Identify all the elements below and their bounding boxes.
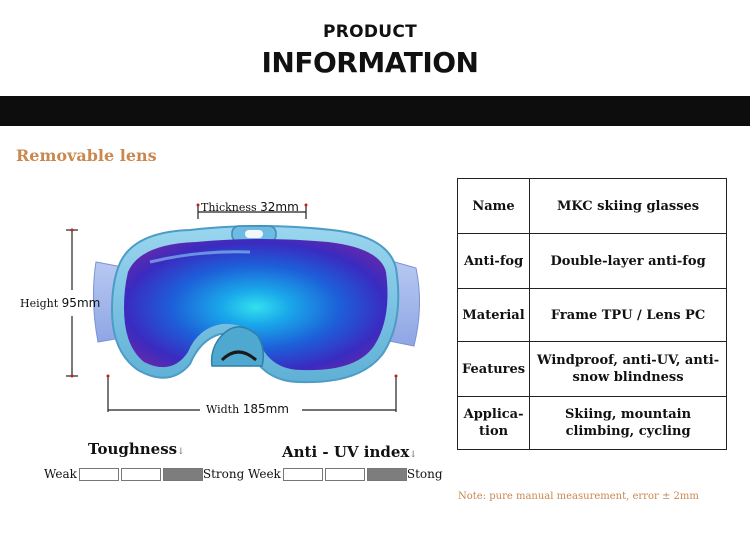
uv-segment <box>283 468 323 481</box>
uv-low-label: Week <box>248 467 281 481</box>
down-arrow-icon: ↓ <box>409 450 417 460</box>
spec-value: Windproof, anti-UV, anti-snow blindness <box>530 342 727 397</box>
table-row <box>458 234 727 289</box>
uv-index-scale <box>248 467 443 481</box>
header-product: PRODUCT <box>322 22 418 42</box>
toughness-low-label: Weak <box>44 467 77 481</box>
section-title: Removable lens <box>16 146 157 165</box>
height-value: 95mm <box>61 296 101 310</box>
spec-value: Skiing, mountain climbing, cycling <box>530 397 727 450</box>
toughness-segment <box>163 468 203 481</box>
toughness-segment <box>79 468 119 481</box>
uv-segment <box>325 468 365 481</box>
width-label-text: Width <box>206 403 240 416</box>
width-value: 185mm <box>242 402 289 416</box>
thickness-label-text: Thickness <box>201 201 257 214</box>
measurement-note: Note: pure manual measurement, error ± 2mm <box>458 491 699 502</box>
width-label <box>206 402 289 416</box>
uv-index-title <box>282 443 417 461</box>
toughness-title-text: Toughness <box>88 440 178 458</box>
toughness-title <box>88 440 185 458</box>
spec-key: Features <box>458 342 530 397</box>
table-row <box>458 342 727 397</box>
spec-value: MKC skiing glasses <box>530 179 727 234</box>
thickness-value: 32mm <box>260 200 299 214</box>
height-label-text: Height <box>20 297 59 310</box>
down-arrow-icon: ↓ <box>177 447 185 457</box>
toughness-segment <box>121 468 161 481</box>
thickness-label <box>201 200 299 214</box>
toughness-high-label: Strong <box>202 467 245 481</box>
toughness-scale <box>44 467 244 481</box>
spec-table <box>457 178 727 450</box>
table-row <box>458 289 727 342</box>
spec-key: Material <box>458 289 530 342</box>
spec-value: Double-layer anti-fog <box>530 234 727 289</box>
uv-index-title-text: Anti - UV index <box>282 443 410 461</box>
table-row <box>458 397 727 450</box>
uv-high-label: Stong <box>406 467 443 481</box>
spec-value: Frame TPU / Lens PC <box>530 289 727 342</box>
spec-key: Name <box>458 179 530 234</box>
spec-key: Anti-fog <box>458 234 530 289</box>
uv-segment <box>367 468 407 481</box>
header-information: INFORMATION <box>261 46 479 79</box>
height-label <box>20 296 100 310</box>
spec-key: Applica- tion <box>458 397 530 450</box>
table-row <box>458 179 727 234</box>
